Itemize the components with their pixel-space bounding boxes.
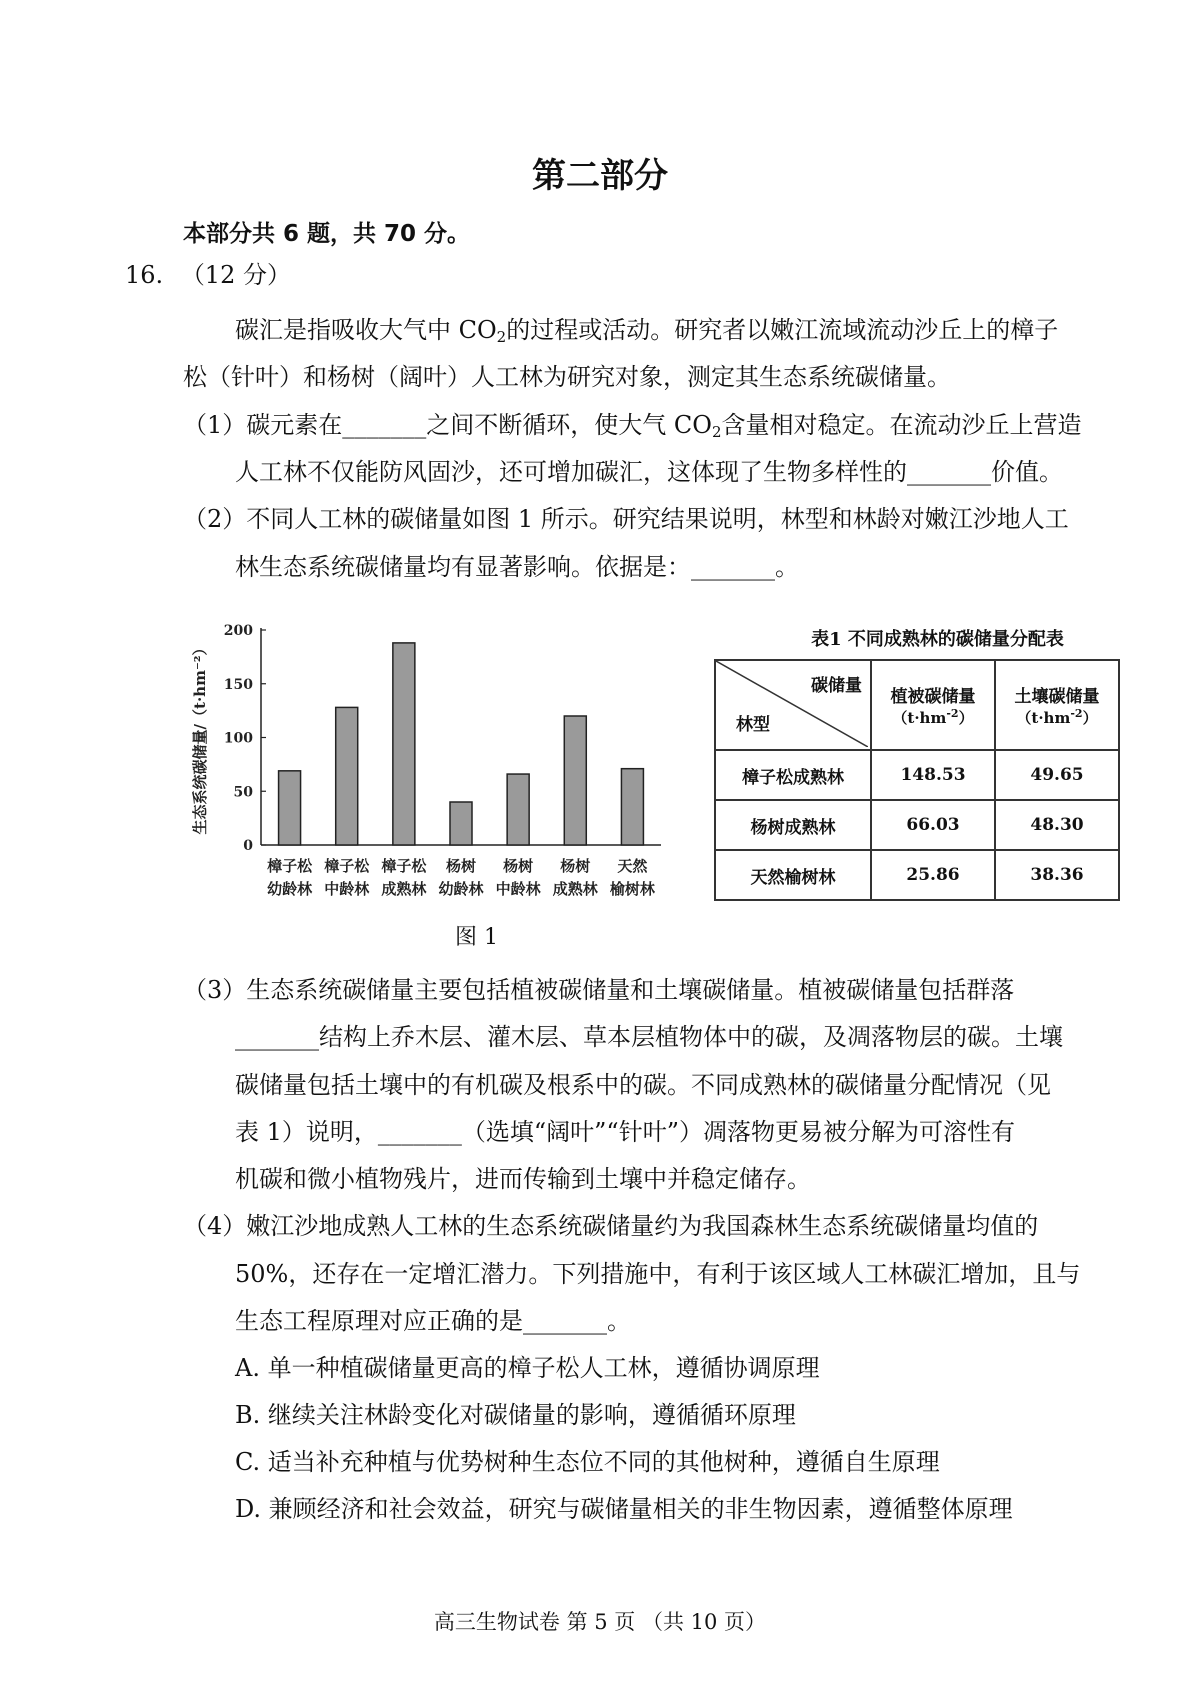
row-veg: 25.86 xyxy=(871,850,995,900)
y-tick-label: 100 xyxy=(223,730,253,747)
q1-line-1-b: 含量相对稳定。在流动沙丘上营造 xyxy=(721,411,1082,439)
corner-bottom-label: 林型 xyxy=(736,715,770,735)
x-tick-label: 幼龄林 xyxy=(267,880,313,898)
x-tick-label: 天然 xyxy=(617,857,648,875)
x-tick-label: 中龄林 xyxy=(324,880,370,898)
bar xyxy=(279,771,301,845)
x-tick-label: 中龄林 xyxy=(495,880,541,898)
question-number-label: 16. xyxy=(125,261,164,289)
bar xyxy=(336,707,358,845)
unit-text: （t·hm xyxy=(1016,709,1071,727)
question-score: （12 分） xyxy=(180,261,291,289)
stem-line-1 xyxy=(235,315,1058,345)
carbon-storage-bar-chart xyxy=(165,615,695,905)
row-soil: 48.30 xyxy=(995,800,1119,850)
option-b[interactable]: B. 继续关注林龄变化对碳储量的影响，遵循循环原理 xyxy=(235,1401,796,1429)
q2-line-2: 林生态系统碳储量均有显著影响。依据是：_______。 xyxy=(235,553,799,581)
row-name: 天然榆树林 xyxy=(715,850,871,900)
bar xyxy=(507,774,529,845)
stem-line-1-sub: 2 xyxy=(496,328,507,346)
question-number xyxy=(125,260,291,290)
q3-line-3: 碳储量包括土壤中的有机碳及根系中的碳。不同成熟林的碳储量分配情况（见 xyxy=(235,1071,1051,1099)
x-tick-label: 杨树 xyxy=(445,857,477,875)
y-tick-label: 0 xyxy=(243,838,253,854)
row-soil: 38.36 xyxy=(995,850,1119,900)
q1-line-1 xyxy=(183,410,1081,440)
q1-line-1-a: （1）碳元素在_______之间不断循环，使大气 CO xyxy=(183,411,712,439)
unit-sup: -2 xyxy=(1070,707,1083,720)
col-header-soil-label: 土壤碳储量 xyxy=(1014,687,1100,707)
table-caption: 表1 不同成熟林的碳储量分配表 xyxy=(811,629,1064,650)
table-row xyxy=(715,750,1119,800)
x-tick-label: 榆树林 xyxy=(609,880,655,898)
stem-line-1-b: 的过程或活动。研究者以嫩江流域流动沙丘上的樟子 xyxy=(506,316,1059,344)
x-tick-label: 樟子松 xyxy=(267,857,313,875)
bar xyxy=(393,643,415,845)
figure-caption: 图 1 xyxy=(455,925,498,950)
q1-line-2: 人工林不仅能防风固沙，还可增加碳汇，这体现了生物多样性的_______价值。 xyxy=(235,458,1063,486)
q4-line-2: 50%，还存在一定增汇潜力。下列措施中，有利于该区域人工林碳汇增加，且与 xyxy=(235,1260,1081,1288)
q4-line-1: （4）嫩江沙地成熟人工林的生态系统碳储量约为我国森林生态系统碳储量均值的 xyxy=(183,1212,1039,1240)
col-header-veg xyxy=(871,660,995,750)
q3-line-5: 机碳和微小植物残片，进而传输到土壤中并稳定储存。 xyxy=(235,1165,811,1193)
x-tick-label: 樟子松 xyxy=(324,857,370,875)
q3-line-2: _______结构上乔木层、灌木层、草本层植物体中的碳，及凋落物层的碳。土壤 xyxy=(235,1023,1063,1051)
stem-line-2: 松（针叶）和杨树（阔叶）人工林为研究对象，测定其生态系统碳储量。 xyxy=(183,363,951,391)
row-name: 樟子松成熟林 xyxy=(715,750,871,800)
x-tick-label: 成熟林 xyxy=(381,880,427,898)
page-footer: 高三生物试卷 第 5 页 （共 10 页） xyxy=(433,1610,767,1634)
bar xyxy=(564,716,586,845)
col-header-veg-unit xyxy=(873,707,993,728)
bar xyxy=(621,769,643,845)
q1-line-1-sub: 2 xyxy=(711,423,722,441)
unit-end: ） xyxy=(1082,709,1098,727)
col-header-veg-label: 植被碳储量 xyxy=(890,687,976,707)
y-axis-label: 生态系统碳储量/（t·hm⁻²） xyxy=(191,640,209,835)
row-veg: 66.03 xyxy=(871,800,995,850)
section-intro: 本部分共 6 题，共 70 分。 xyxy=(183,221,471,247)
option-d[interactable]: D. 兼顾经济和社会效益，研究与碳储量相关的非生物因素，遵循整体原理 xyxy=(235,1495,1013,1523)
q3-line-1: （3）生态系统碳储量主要包括植被碳储量和土壤碳储量。植被碳储量包括群落 xyxy=(183,976,1015,1004)
y-tick-label: 200 xyxy=(223,623,253,639)
table-corner-cell xyxy=(715,660,871,750)
q4-line-3: 生态工程原理对应正确的是_______。 xyxy=(235,1307,631,1335)
row-name: 杨树成熟林 xyxy=(715,800,871,850)
unit-end: ） xyxy=(958,709,974,727)
col-header-soil xyxy=(995,660,1119,750)
unit-text: （t·hm xyxy=(892,709,947,727)
stem-line-1-a: 碳汇是指吸收大气中 CO xyxy=(235,316,497,344)
x-tick-label: 杨树 xyxy=(503,857,534,875)
row-veg: 148.53 xyxy=(871,750,995,800)
col-header-soil-unit xyxy=(997,707,1117,728)
corner-top-label: 碳储量 xyxy=(811,676,862,696)
y-tick-label: 50 xyxy=(233,784,253,801)
q2-line-1: （2）不同人工林的碳储量如图 1 所示。研究结果说明，林型和林龄对嫩江沙地人工 xyxy=(183,505,1069,533)
x-tick-label: 成熟林 xyxy=(552,880,598,898)
table-row xyxy=(715,850,1119,900)
table-header-row xyxy=(715,660,1119,750)
x-tick-label: 幼龄林 xyxy=(438,880,484,898)
carbon-distribution-table xyxy=(700,605,1175,900)
q3-line-4: 表 1）说明，_______（选填“阔叶”“针叶”）凋落物更易被分解为可溶性有 xyxy=(235,1118,1015,1146)
distribution-table xyxy=(714,659,1120,901)
unit-sup: -2 xyxy=(946,707,959,720)
bar xyxy=(450,802,472,845)
y-tick-label: 150 xyxy=(223,676,253,693)
row-soil: 49.65 xyxy=(995,750,1119,800)
option-a[interactable]: A. 单一种植碳储量更高的樟子松人工林，遵循协调原理 xyxy=(235,1354,820,1382)
option-c[interactable]: C. 适当补充种植与优势树种生态位不同的其他树种，遵循自生原理 xyxy=(235,1448,940,1476)
table-row xyxy=(715,800,1119,850)
section-title: 第二部分 xyxy=(532,156,668,196)
x-tick-label: 樟子松 xyxy=(381,857,427,875)
x-tick-label: 杨树 xyxy=(560,857,591,875)
